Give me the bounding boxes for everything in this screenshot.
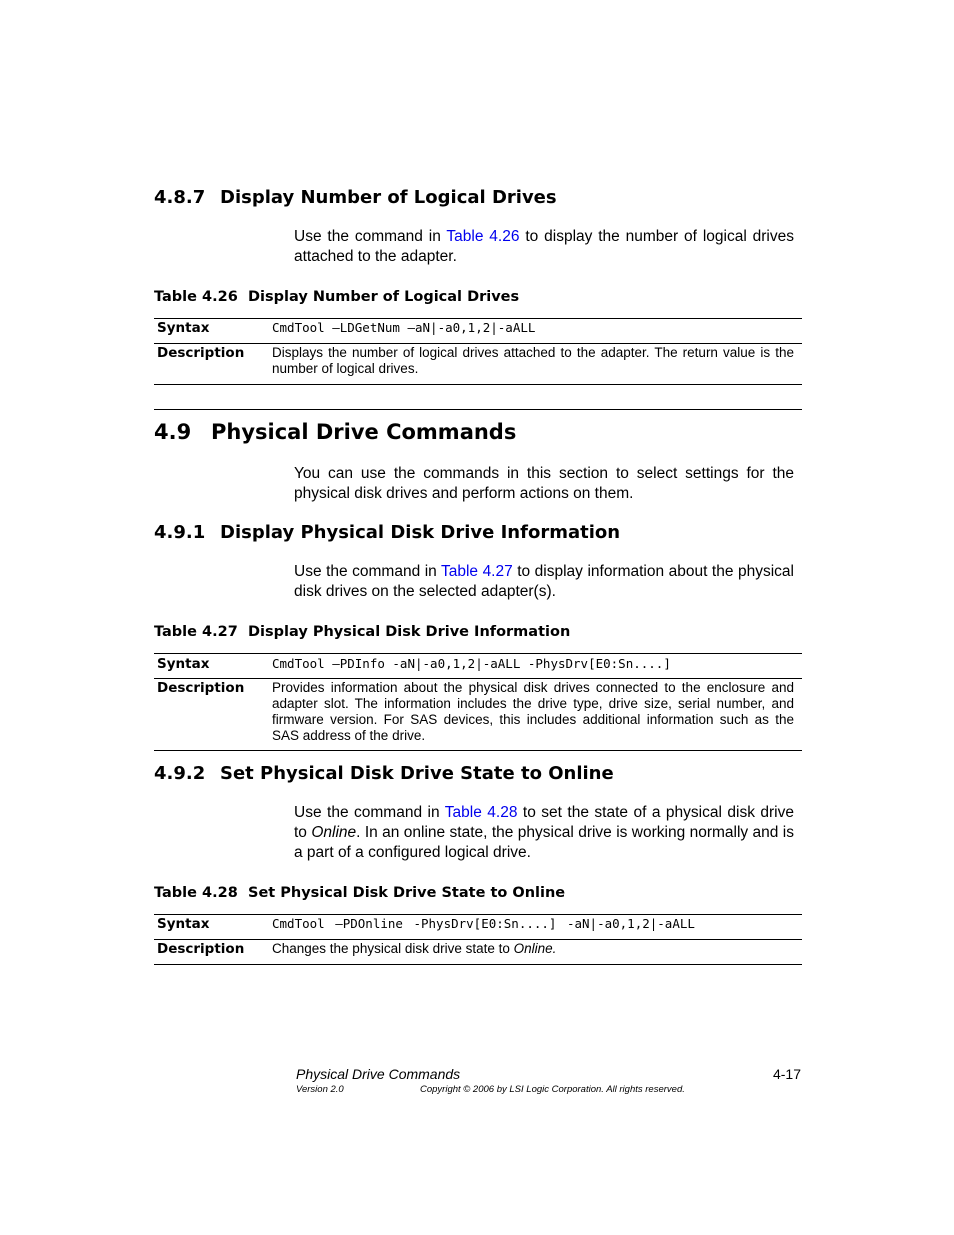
table-row-syntax — [154, 320, 802, 343]
text: to set the state of a physical disk drive to — [294, 804, 794, 841]
table-rule — [154, 384, 802, 385]
table-caption-4-27 — [154, 624, 570, 640]
text: Use the command in — [294, 228, 447, 245]
table-rule — [154, 653, 802, 654]
section-heading-4-9-1 — [154, 522, 620, 543]
table-row-syntax — [154, 916, 802, 939]
section-rule — [154, 409, 802, 410]
table-rule — [154, 318, 802, 319]
table-row-description — [154, 941, 802, 957]
text: to display information about the physical disk drives on the selected adapter(s). — [294, 563, 794, 600]
table-rule — [154, 750, 802, 751]
description-value — [272, 941, 802, 957]
section-number: 4.9 — [154, 420, 192, 444]
section-number: 4.8.7 — [154, 187, 206, 208]
table-4-26-desc — [154, 345, 802, 377]
footer-section-title: Physical Drive Commands — [296, 1066, 461, 1082]
syntax-value: CmdTool –LDGetNum –aN|-a0,1,2|-aALL — [272, 320, 536, 335]
section-heading-4-8-7 — [154, 187, 557, 208]
table-caption-4-26 — [154, 289, 519, 305]
row-label: Description — [157, 941, 245, 957]
table-number: Table 4.26 — [154, 289, 238, 305]
section-title: Physical Drive Commands — [211, 420, 517, 444]
table-4-26 — [154, 320, 802, 343]
table-4-28-desc — [154, 941, 802, 957]
text: to display the number of logical drives attached to the adapter. — [294, 228, 794, 265]
section-number: 4.9.2 — [154, 763, 206, 784]
table-row-description — [154, 345, 802, 377]
row-label: Syntax — [157, 916, 210, 932]
table-rule — [154, 964, 802, 965]
syntax-value: CmdTool –PDInfo -aN|-a0,1,2|-aALL -PhysDrv[E0:Sn....] — [272, 656, 671, 671]
table-rule — [154, 343, 802, 344]
table-rule — [154, 678, 802, 679]
emphasis-text: Online. — [513, 941, 557, 956]
section-number: 4.9.1 — [154, 522, 206, 543]
paragraph-4-9-2 — [294, 803, 794, 863]
row-label: Syntax — [157, 656, 210, 672]
table-row-description — [154, 680, 802, 744]
emphasis-text: Online — [311, 824, 357, 841]
table-4-28 — [154, 916, 802, 939]
footer-version: Version 2.0 — [296, 1084, 344, 1095]
footer-page-number: 4-17 — [772, 1066, 801, 1082]
table-row-syntax — [154, 656, 802, 678]
table-title: Display Physical Disk Drive Information — [248, 624, 571, 640]
description-value: Provides information about the physical disk drives connected to the enclosure and adapter slot. The information includes the drive type, drive size, serial number, and firmware version. For SAS devices, this includes additional information such as the SAS address of the drive. — [272, 680, 794, 743]
table-4-27 — [154, 656, 802, 678]
text: Use the command in — [294, 804, 445, 821]
section-title: Display Physical Disk Drive Information — [220, 522, 621, 543]
table-number: Table 4.27 — [154, 624, 238, 640]
section-heading-4-9 — [154, 420, 516, 444]
table-rule — [154, 939, 802, 940]
syntax-value: CmdTool –PDOnline -PhysDrv[E0:Sn....] -aN|-a0,1,2|-aALL — [272, 916, 695, 931]
text: . In an online state, the physical drive is working normally and is a part of a configured logical drive. — [294, 824, 794, 861]
paragraph-4-8-7 — [294, 227, 794, 267]
table-rule — [154, 914, 802, 915]
text: Changes the physical disk drive state to — [272, 941, 514, 956]
section-title: Set Physical Disk Drive State to Online — [220, 763, 614, 784]
table-4-27-desc — [154, 680, 802, 744]
row-label: Description — [157, 680, 245, 696]
footer-copyright: Copyright © 2006 by LSI Logic Corporation. All rights reserved. — [420, 1084, 685, 1095]
table-title: Set Physical Disk Drive State to Online — [248, 885, 566, 901]
paragraph-4-9: You can use the commands in this section to select settings for the physical disk drives and perform actions on them. — [294, 465, 794, 502]
section-heading-4-9-2 — [154, 763, 614, 784]
section-title: Display Number of Logical Drives — [220, 187, 557, 208]
table-title: Display Number of Logical Drives — [248, 289, 520, 305]
table-4-26-link[interactable]: Table 4.26 — [446, 228, 520, 245]
description-value: Displays the number of logical drives attached to the adapter. The return value is the number of logical drives. — [272, 345, 794, 376]
table-caption-4-28 — [154, 885, 565, 901]
paragraph-4-9-1 — [294, 562, 794, 602]
row-label: Syntax — [157, 320, 210, 336]
row-label: Description — [157, 345, 245, 361]
table-4-28-link[interactable]: Table 4.28 — [444, 804, 518, 821]
table-4-27-link[interactable]: Table 4.27 — [441, 563, 513, 580]
table-number: Table 4.28 — [154, 885, 238, 901]
text: Use the command in — [294, 563, 441, 580]
